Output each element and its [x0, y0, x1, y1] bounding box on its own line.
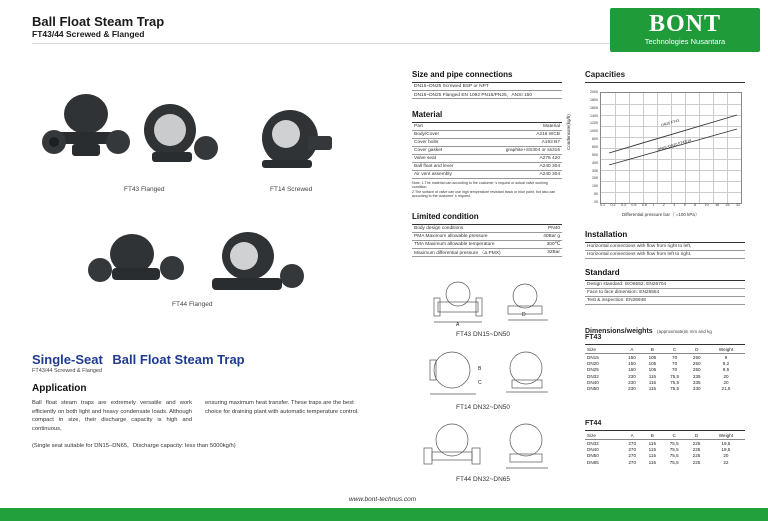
size-pipe-title: Size and pipe connections: [412, 70, 513, 79]
y-tick-label: 200: [592, 176, 598, 181]
limited-title: Limited condition: [412, 212, 479, 221]
cell: 105: [648, 360, 657, 366]
table-row: [412, 225, 562, 233]
y-tick-label: 400: [592, 160, 598, 165]
cell: A193 B7: [476, 139, 562, 147]
x-tick-label: 32: [736, 203, 740, 207]
cell: 230: [628, 386, 636, 392]
cell: Horizontal connections with flow from right to left,: [585, 243, 745, 251]
cell: 270: [628, 440, 637, 446]
cell: A240 304: [476, 171, 562, 179]
cell: 225: [692, 459, 701, 465]
table-row: [412, 155, 562, 163]
table-row: [585, 459, 745, 465]
dimensions-heading: [585, 320, 712, 338]
cell: DN50: [587, 386, 599, 392]
cell: 150: [628, 360, 636, 366]
cell: 9,2: [722, 360, 730, 366]
product-heading-b: Ball Float Steam Trap: [112, 352, 245, 367]
installation-table: [585, 243, 745, 259]
x-tick-label: 5: [683, 203, 686, 207]
x-tick-label: 1: [652, 203, 655, 207]
cell: 75,5: [669, 446, 679, 452]
table-row: [412, 241, 562, 249]
y-tick-label: 20: [594, 200, 598, 204]
drawing-label-ft43: FT43 DN15~DN50: [456, 331, 511, 338]
table-row: [412, 249, 562, 257]
cell: 225: [692, 453, 701, 459]
ft44-label: FT44: [585, 420, 602, 427]
x-tick-label: 25: [725, 203, 730, 207]
cell: 115: [648, 373, 657, 379]
photo-ft44-flanged: [86, 222, 186, 298]
cell: 70: [672, 367, 678, 373]
cell: DN65: [587, 459, 599, 465]
column-header: Size: [585, 346, 622, 354]
x-tick-label: 0.1: [600, 203, 605, 207]
cell: 250: [692, 360, 701, 366]
dim-d-label: D: [522, 312, 526, 318]
logo-tagline: Technologies Nusantara: [644, 37, 726, 46]
column-header: A: [622, 432, 643, 440]
x-tick-label: 3: [673, 203, 676, 207]
table-row: [585, 354, 745, 361]
table-row: [585, 440, 745, 447]
page-subtitle: FT43/44 Screwed & Flanged: [32, 29, 145, 39]
caption-ft43-flanged: FT43 Flanged: [124, 186, 165, 193]
cell: 335: [692, 373, 701, 379]
table-row: [412, 171, 562, 179]
cell: 40Bar g: [534, 233, 562, 241]
installation-title: Installation: [585, 230, 628, 239]
x-tick-label: 0.5: [631, 203, 637, 207]
dimensions-title: Dimensions/weights: [585, 328, 653, 335]
cell: 19,5: [721, 446, 731, 452]
photo-ft14-screwed: [248, 102, 338, 178]
column-header: B: [643, 432, 663, 440]
x-tick-label: 0.2: [610, 203, 616, 207]
product-heading-a: Single-Seat: [32, 352, 103, 367]
cell: Face to face dimension: EN26554: [585, 289, 745, 297]
cell: 230: [628, 379, 636, 385]
drawing-ft44: [420, 418, 575, 474]
y-tick-label: 1600: [590, 105, 598, 110]
y-tick-label: 800: [592, 137, 598, 142]
photo-ft43-cutaway: [130, 96, 220, 176]
cell: 70: [672, 354, 678, 360]
cell: Air vent assembly: [412, 171, 476, 179]
dim-c-label: C: [478, 380, 482, 386]
material-table: [412, 123, 562, 179]
table-header: [412, 123, 562, 131]
y-tick-label: 1400: [590, 113, 598, 118]
cell: 270: [628, 459, 637, 465]
cell: Horizontal connections with flow from left to right.: [585, 251, 745, 259]
page-title: Ball Float Steam Trap: [32, 14, 165, 29]
cell: 115: [648, 453, 656, 459]
cell: graphite+SS304 or ss316: [476, 147, 562, 155]
cell: 70: [672, 360, 678, 366]
dim-b-label: B: [478, 366, 482, 372]
standard-table: [585, 281, 745, 305]
cell: 32Bar: [534, 249, 562, 257]
y-tick-label: 1000: [590, 129, 598, 134]
capacity-line-label-1: DN25 FT43: [660, 118, 680, 128]
cell: Cover gasket: [412, 147, 476, 155]
cell: Body design conditions: [412, 225, 534, 233]
cell: 75,5: [669, 459, 679, 465]
cell: 335: [692, 379, 701, 385]
dim-a-label: A: [456, 322, 460, 328]
capacities-xlabel: Differential pressure bar（ =100 kPa）: [622, 212, 700, 217]
cell: 75,5: [669, 453, 679, 459]
capacities-title: Capacities: [585, 70, 626, 79]
cell: 20: [723, 453, 729, 459]
drawing-ft14: [420, 346, 575, 402]
product-heading: [32, 352, 245, 367]
column-header: D: [686, 432, 707, 440]
table-row: [412, 163, 562, 171]
y-tick-label: 500: [592, 152, 598, 157]
cell: 150: [628, 354, 636, 360]
table-row: [412, 139, 562, 147]
table-row: [585, 281, 745, 289]
installation-section: [585, 230, 745, 259]
cell: Maximum differential pressure （Δ PMX): [412, 249, 534, 257]
cell: Test & inspection: EN26948: [585, 297, 745, 305]
column-header: D: [687, 346, 707, 354]
column-header: Weight: [707, 346, 745, 354]
cell: A216 WCB: [476, 131, 562, 139]
table-header: [585, 432, 745, 440]
size-pipe-row: DN15~DN25 Screwed BSP or NPT: [412, 83, 562, 91]
logo-wordmark: BONT: [648, 11, 721, 37]
material-note-2: 2.The surface of valve can use high temperature resistant black or blue paint, but also can according to the customer' s request.: [412, 189, 556, 199]
capacities-yticks: [585, 92, 599, 202]
x-tick-label: 2: [662, 203, 665, 207]
cell: TMA Maximum allowable temperature: [412, 241, 534, 249]
table-row: [585, 297, 745, 305]
cell: DN15: [587, 354, 599, 360]
photo-ft43-flanged: [40, 88, 132, 168]
cell: Design standard: ISO6552; EN26704: [585, 281, 745, 289]
cell: 115: [648, 440, 656, 446]
cell: Valve seat: [412, 155, 476, 163]
cell: 21,5: [721, 386, 731, 392]
application-note: (Single seat suitable for DN15–DN65，Discharge capacity: less than 5000kg/h): [32, 443, 236, 449]
size-pipe-row: DN15~DN25 Flanged EN 1092 PN16/PN25，ANSI 150: [412, 91, 562, 99]
cell: DN50: [587, 453, 599, 459]
cell: 75,5: [669, 440, 679, 446]
cell: 105: [648, 354, 657, 360]
cell: 115: [648, 446, 656, 452]
capacities-chart: [600, 92, 742, 204]
cell: 160: [628, 367, 636, 373]
cell: 9: [724, 354, 728, 360]
table-row: [412, 91, 562, 99]
column-header: Part: [412, 123, 476, 131]
cell: 250: [692, 354, 701, 360]
cell: 250: [692, 367, 701, 373]
column-header: C: [662, 432, 686, 440]
column-header: Weight: [707, 432, 745, 440]
cell: Body/Cover: [412, 131, 476, 139]
x-tick-label: 0.8: [641, 203, 647, 207]
cell: 270: [628, 453, 637, 459]
table-header: [585, 346, 745, 354]
cell: A276 420: [476, 155, 562, 163]
table-row: [412, 147, 562, 155]
cell: Ball float and lever: [412, 163, 476, 171]
header-divider: [32, 43, 622, 44]
material-note-1: Note: 1.The material can according to the customer' s request or actual valve working condition.: [412, 181, 548, 190]
capacities-xticks: [600, 203, 740, 209]
column-header: B: [642, 346, 662, 354]
photo-ft44-cutaway: [200, 226, 310, 302]
cell: 300℃: [534, 241, 562, 249]
cell: DN32: [587, 373, 599, 379]
cell: DN32: [587, 440, 599, 446]
column-header: Size: [585, 432, 622, 440]
material-section: [412, 110, 562, 199]
drawing-label-ft44: FT44 DN32~DN65: [456, 476, 511, 483]
application-title: Application: [32, 383, 87, 394]
table-row: [412, 131, 562, 139]
ft43-label: FT43: [585, 334, 602, 341]
cell: 270: [628, 446, 637, 452]
cell: 75,5: [670, 386, 680, 392]
cell: 9,5: [722, 367, 730, 373]
cell: 330: [692, 386, 701, 392]
cell: 20: [723, 379, 729, 385]
table-row: [412, 233, 562, 241]
table-row: [585, 251, 745, 259]
limited-table: [412, 225, 562, 257]
ft43-dimensions-table: [585, 346, 745, 392]
cell: 230: [628, 373, 636, 379]
table-row: [412, 83, 562, 91]
caption-ft14-screwed: FT14 Screwed: [270, 186, 313, 193]
y-tick-label: 1200: [590, 121, 598, 126]
standard-title: Standard: [585, 268, 620, 277]
capacity-line-label-2: DN15~DN20 FT43/14: [657, 138, 692, 152]
capacities-ylabel: Condensate(kg/h): [566, 114, 571, 150]
cell: 225: [692, 440, 701, 446]
limited-section: [412, 212, 562, 257]
application-text-col2: ensuring maximum heat transfer. These traps are the best choice for draining plant with automatic temperature control.: [205, 400, 359, 415]
footer-url: www.bont-technus.com: [349, 496, 417, 503]
cell: 115: [648, 379, 657, 385]
cell: 75,5: [670, 373, 680, 379]
y-tick-label: 300: [592, 168, 598, 173]
y-tick-label: 50: [594, 192, 598, 197]
product-subheading: FT43/44 Screwed & Flanged: [32, 368, 103, 374]
brand-logo: [610, 8, 760, 52]
dimensions-unit: (approximate)in mm and kg: [657, 329, 712, 334]
cell: 105: [648, 367, 657, 373]
caption-ft44-flanged: FT44 Flanged: [172, 301, 213, 308]
drawing-ft43: [430, 276, 570, 330]
size-pipe-table: [412, 83, 562, 99]
y-tick-label: 100: [592, 184, 598, 189]
cell: PN40: [534, 225, 562, 233]
footer-bar: [0, 508, 768, 521]
cell: PMA Maximum allowable pressure: [412, 233, 534, 241]
cell: DN20: [587, 360, 599, 366]
column-header: C: [663, 346, 687, 354]
cell: 225: [692, 446, 701, 452]
drawing-label-ft14: FT14 DN32~DN50: [456, 404, 511, 411]
table-row: [585, 289, 745, 297]
table-row: [585, 243, 745, 251]
cell: Cover bolts: [412, 139, 476, 147]
application-text-col1: Ball float steam traps are extremely versatile and work efficiently on both light and heavy condensate loads. Although compact in size, their discharge capacity is high and continuous,: [32, 400, 192, 432]
material-title: Material: [412, 110, 443, 119]
table-row: [585, 385, 745, 391]
cell: DN25: [587, 367, 599, 373]
cell: DN40: [587, 446, 599, 452]
column-header: Material: [476, 123, 562, 131]
cell: 20: [723, 373, 729, 379]
x-tick-label: 10: [704, 203, 709, 207]
cell: A240 304: [476, 163, 562, 171]
x-tick-label: 8: [694, 203, 697, 207]
x-tick-label: 16: [715, 203, 720, 207]
standard-section: [585, 268, 745, 305]
ft44-dimensions-table: [585, 432, 745, 465]
cell: 115: [648, 386, 657, 392]
cell: 75,5: [670, 379, 680, 385]
y-tick-label: 1800: [590, 97, 598, 102]
column-header: A: [622, 346, 642, 354]
cell: 115: [648, 459, 656, 465]
size-pipe-section: [412, 70, 562, 99]
cell: 19,5: [721, 440, 731, 446]
x-tick-label: 0.3: [620, 203, 626, 207]
cell: DN40: [587, 379, 599, 385]
y-tick-label: 2000: [590, 90, 598, 94]
cell: 22: [723, 459, 729, 465]
y-tick-label: 600: [592, 145, 598, 149]
